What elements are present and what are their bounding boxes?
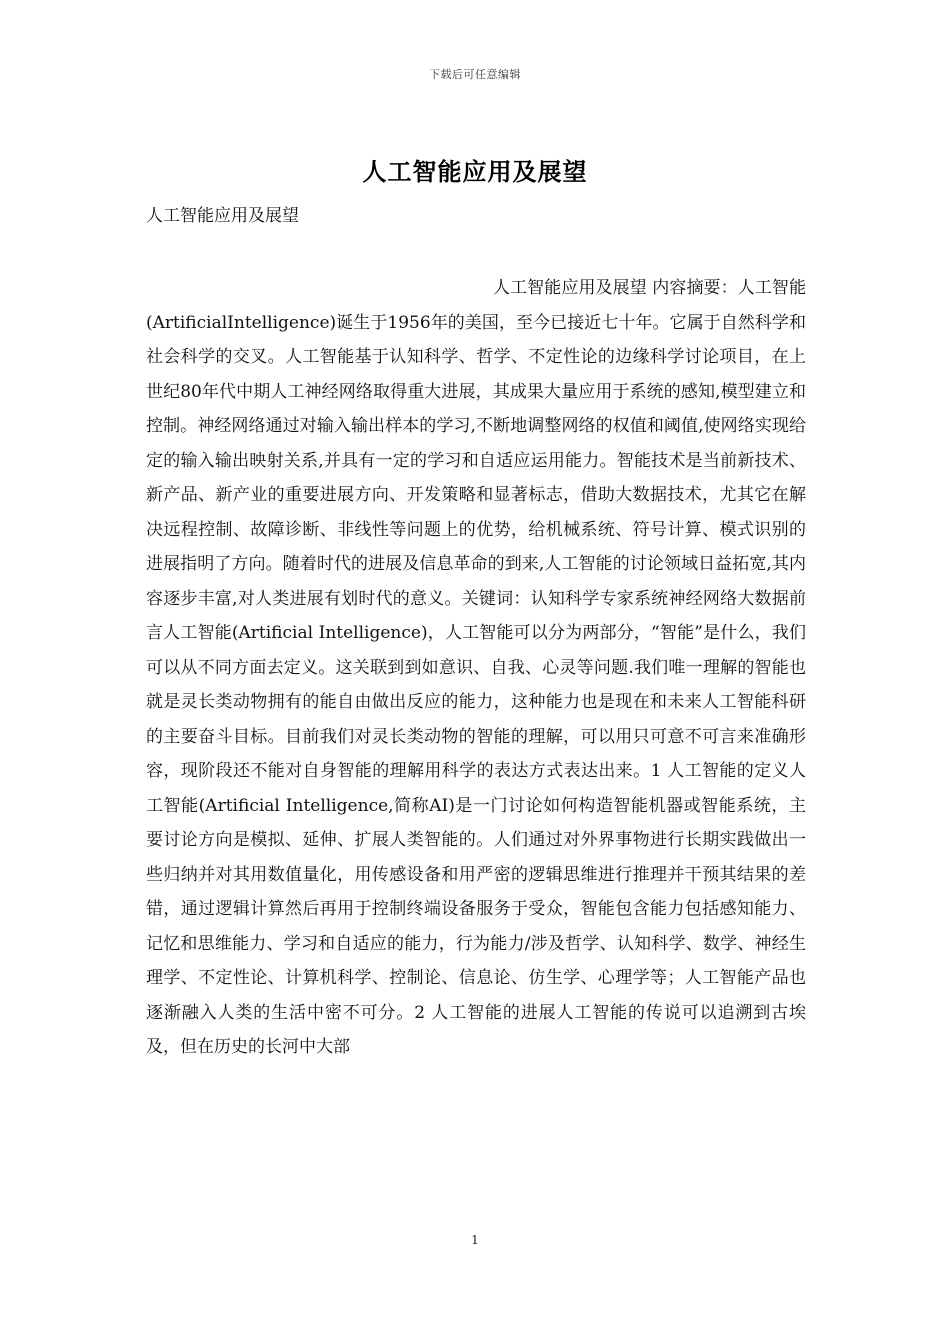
page-number: 1 (471, 1233, 479, 1247)
document-body: 人工智能应用及展望 内容摘要：人工智能 (ArtificialIntelligence)诞生于1956年的美国，至今已接近七十年。它属于自然科学和社会科学的交叉。人工智能基于认知科学、哲学、不定性论的边缘科学讨论项目，在上世纪80年代中期人工神经网络取得重大进展，其成果大量应用于系统的感知,模型建立和控制。神经网络通过对输入输出样本的学习,不断地调整网络的权值和阈值,使网络实现给定的输入输出映射关系,并具有一定的学习和自适应运用能力。智能技术是当前新技术、新产品、新产业的重要进展方向、开发策略和显著标志，借助大数据技术，尤其它在解决远程控制、故障诊断、非线性等问题上的优势，给机械系统、符号计算、模式识别的进展指明了方向。随着时代的进展及信息革命的到来,人工智能的讨论领域日益拓宽,其内容逐步丰富,对人类进展有划时代的意义。关键词：认知科学专家系统神经网络大数据前言人工智能(Artificial Intelligence)，人工智能可以分为两部分，“智能”是什么，我们可以从不同方面去定义。这关联到到如意识、自我、心灵等问题.我们唯一理解的智能也就是灵长类动物拥有的能自由做出反应的能力，这种能力也是现在和未来人工智能科研的主要奋斗目标。目前我们对灵长类动物的智能的理解，可以用只可意不可言来准确形容，现阶段还不能对自身智能的理解用科学的表达方式表达出来。1 人工智能的定义人工智能(Artificial Intelligence,简称AI)是一门讨论如何构造智能机器或智能系统，主要讨论方向是模拟、延伸、扩展人类智能的。人们通过对外界事物进行长期实践做出一些归纳并对其用数值量化，用传感设备和用严密的逻辑思维进行推理并干预其结果的差错，通过逻辑计算然后再用于控制终端设备服务于受众，智能包含能力包括感知能力、记忆和思维能力、学习和自适应的能力，行为能力/涉及哲学、认知科学、数学、神经生理学、不定性论、计算机科学、控制论、信息论、仿生学、心理学等；人工智能产品也逐渐融入人类的生活中密不可分。2 人工智能的进展人工智能的传说可以追溯到古埃及，但在历史的长河中大部 (146, 278, 806, 1057)
page-header-note: 下载后可任意编辑 (429, 68, 521, 81)
document-subtitle: 人工智能应用及展望 (146, 206, 299, 226)
document-title: 人工智能应用及展望 (362, 157, 588, 186)
